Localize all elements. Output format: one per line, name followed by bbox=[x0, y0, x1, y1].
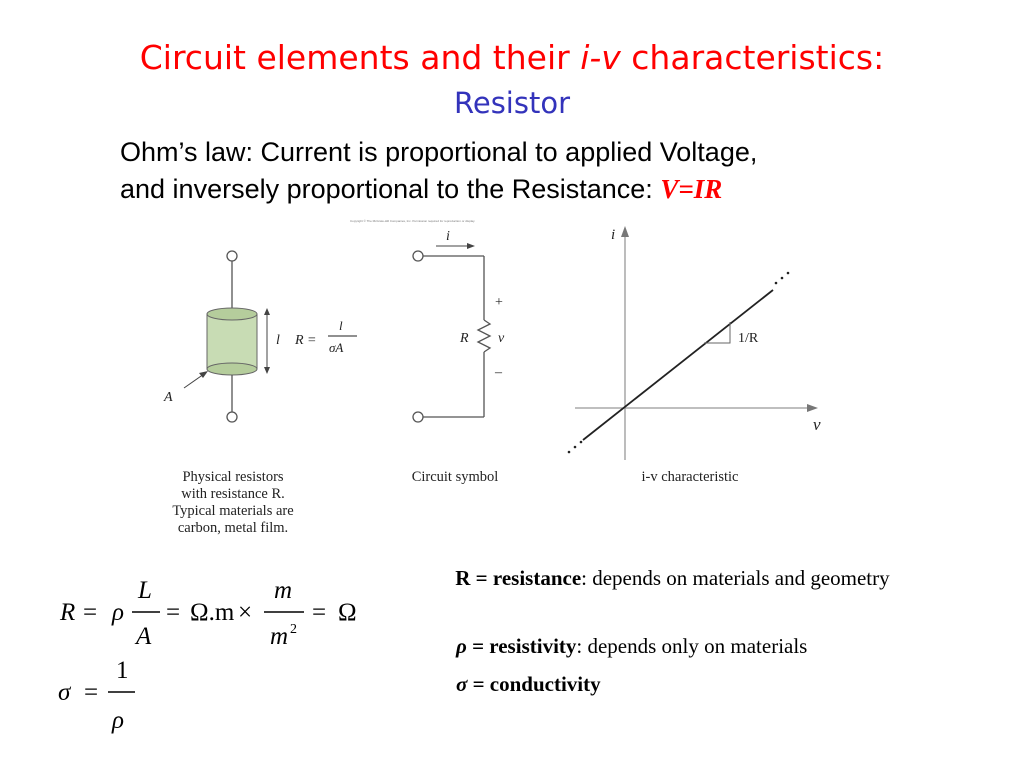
physical-caption-line: Typical materials are bbox=[172, 503, 294, 519]
title-part2: characteristics: bbox=[620, 38, 885, 77]
slope-triangle bbox=[704, 322, 730, 343]
rho-symbol: ρ bbox=[112, 599, 124, 626]
physical-resistor-drawing bbox=[184, 251, 270, 422]
ohms-law-equation: V=IR bbox=[660, 174, 723, 204]
iv-line bbox=[583, 290, 773, 440]
rho-symbol: ρ bbox=[456, 634, 467, 658]
equals-sign: = bbox=[312, 599, 327, 626]
formula-block bbox=[40, 560, 400, 750]
formula-numerator: l bbox=[339, 318, 343, 333]
ohm-meter-symbol: Ω.m bbox=[190, 599, 235, 626]
one-numerator: 1 bbox=[116, 657, 129, 684]
title-part1: Circuit elements and their bbox=[139, 38, 581, 77]
meter-numerator: m bbox=[274, 577, 293, 604]
physical-caption-line: carbon, metal film. bbox=[177, 520, 289, 536]
y-axis-label: i bbox=[611, 227, 616, 243]
plus-sign: + bbox=[495, 295, 503, 310]
minus-sign: – bbox=[495, 365, 502, 380]
physical-caption-line: Physical resistors bbox=[182, 469, 284, 485]
physical-caption bbox=[148, 469, 318, 537]
formula-lhs: R = bbox=[295, 333, 317, 348]
definition-resistance bbox=[450, 564, 950, 593]
definition-resistivity bbox=[456, 632, 956, 661]
resistivity-term: = resistivity bbox=[466, 634, 577, 658]
times-sign: × bbox=[238, 599, 253, 626]
voltage-label: v bbox=[498, 331, 505, 346]
definition-conductivity bbox=[456, 670, 956, 699]
sigma-symbol: σ bbox=[58, 679, 71, 706]
slope-label: 1/R bbox=[738, 331, 759, 346]
iv-caption: i-v characteristic bbox=[641, 469, 739, 485]
meter-denominator: m bbox=[270, 623, 289, 650]
circuit-symbol-drawing bbox=[413, 243, 490, 422]
sigma-symbol: σ bbox=[456, 672, 468, 696]
resistor-label: R bbox=[460, 331, 469, 346]
current-label: i bbox=[446, 229, 450, 244]
equals-sign: = bbox=[83, 599, 98, 626]
x-axis-label: v bbox=[813, 415, 821, 434]
title-italic: i-v bbox=[580, 38, 621, 77]
iv-plot bbox=[568, 226, 818, 460]
area-symbol: A bbox=[136, 623, 152, 650]
resistivity-desc: : depends only on materials bbox=[576, 634, 808, 658]
symbol-caption: Circuit symbol bbox=[411, 469, 499, 485]
ohms-law-line2-text: and inversely proportional to the Resistance: bbox=[120, 174, 661, 204]
resistance-desc: : depends on materials and geometry bbox=[581, 566, 890, 590]
area-label: A bbox=[164, 390, 173, 405]
rho-denominator: ρ bbox=[112, 707, 124, 734]
conductivity-term: = conductivity bbox=[467, 672, 601, 696]
formula-denominator: σA bbox=[329, 340, 344, 355]
equals-sign: = bbox=[166, 599, 181, 626]
physical-caption-line: with resistance R. bbox=[181, 486, 285, 502]
length-label: l bbox=[276, 333, 280, 348]
equals-sign: = bbox=[84, 679, 99, 706]
ohm-symbol: Ω bbox=[338, 599, 357, 626]
ohms-law-line1: Ohm’s law: Current is proportional to applied Voltage, bbox=[120, 137, 758, 167]
slide-subtitle: Resistor bbox=[454, 86, 570, 120]
exponent: 2 bbox=[290, 622, 297, 637]
figure-copyright: Copyright © The McGraw-Hill Companies, Inc. Permission required for reproduction or display. bbox=[350, 219, 476, 223]
resistance-term: R = resistance bbox=[455, 566, 582, 590]
length-symbol: L bbox=[138, 577, 152, 604]
r-symbol: R bbox=[60, 599, 76, 626]
